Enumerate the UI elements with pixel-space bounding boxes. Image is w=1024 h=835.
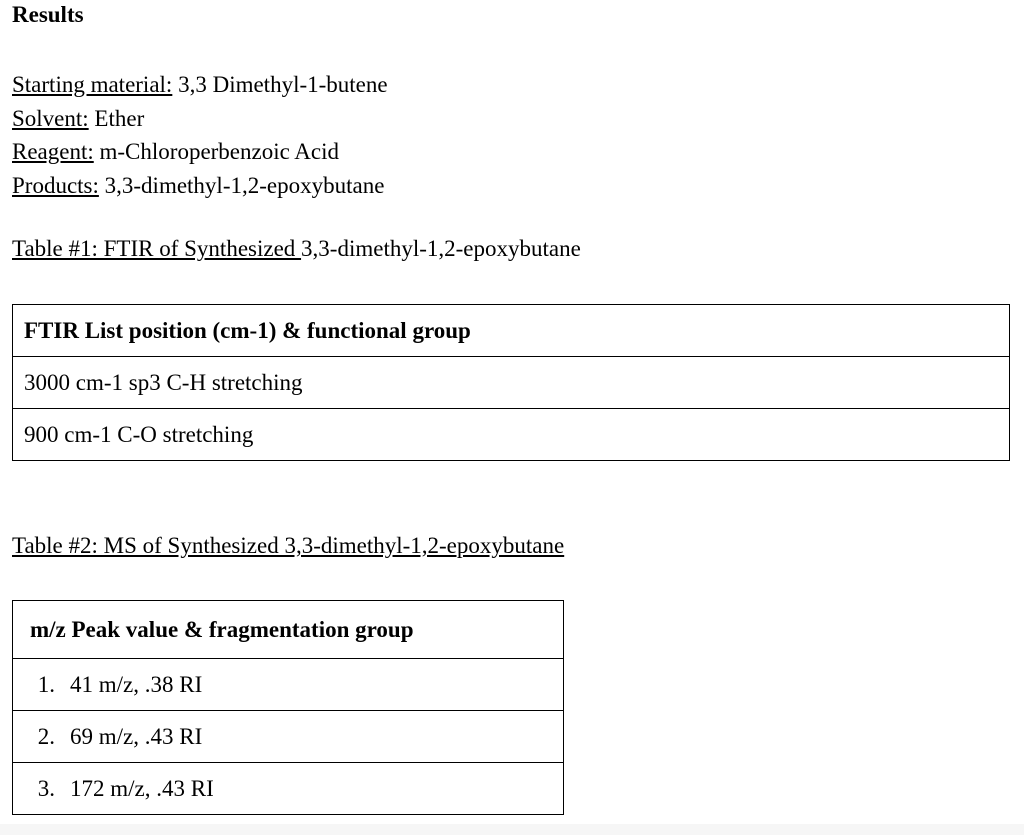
- page-bottom-strip: [0, 824, 1024, 835]
- table-row: [13, 409, 1010, 461]
- table-row: [13, 763, 564, 815]
- table-row: [13, 659, 564, 711]
- table-row: [13, 711, 564, 763]
- starting-material-value: 3,3 Dimethyl-1-butene: [172, 72, 388, 97]
- ms-cell: [13, 763, 564, 815]
- products-row: [12, 169, 388, 203]
- table1-caption-underlined: Table #1: FTIR of Synthesized: [12, 236, 302, 261]
- table-header-row: [13, 305, 1010, 357]
- experiment-details: [12, 68, 388, 202]
- reagent-row: [12, 135, 388, 169]
- starting-material-label: Starting material:: [12, 72, 173, 97]
- table-header-row: [13, 601, 564, 659]
- solvent-label: Solvent:: [12, 105, 89, 131]
- ms-cell: [13, 659, 564, 711]
- ms-header-cell: m/z Peak value & fragmentation group: [13, 601, 564, 659]
- solvent-value: Ether: [88, 105, 145, 131]
- reagent-label: Reagent:: [12, 139, 94, 165]
- table2-caption: Table #2: MS of Synthesized 3,3-dimethyl-1,2-epoxybutane: [12, 533, 565, 558]
- results-heading: Results: [12, 2, 84, 27]
- ftir-table: [12, 304, 1010, 461]
- ftir-cell: 3000 cm-1 sp3 C-H stretching: [13, 357, 1010, 409]
- ms-value: 41 m/z, .38 RI: [70, 671, 203, 697]
- starting-material-row: [12, 68, 388, 102]
- ftir-cell: 900 cm-1 C-O stretching: [13, 409, 1010, 461]
- table1-caption-rest: 3,3-dimethyl-1,2-epoxybutane: [301, 236, 581, 261]
- ms-cell: [13, 711, 564, 763]
- ms-value: 69 m/z, .43 RI: [70, 723, 203, 749]
- products-value: 3,3-dimethyl-1,2-epoxybutane: [98, 172, 385, 198]
- ms-table: [12, 600, 564, 815]
- solvent-row: [12, 102, 388, 136]
- ftir-header-cell: FTIR List position (cm-1) & functional group: [13, 305, 1010, 357]
- list-number: 2.: [37, 723, 55, 749]
- table-row: [13, 357, 1010, 409]
- list-number: 1.: [37, 671, 55, 697]
- products-label: Products:: [12, 172, 99, 198]
- list-number: 3.: [37, 775, 55, 801]
- ms-value: 172 m/z, .43 RI: [70, 775, 214, 801]
- reagent-value: m-Chloroperbenzoic Acid: [93, 139, 340, 165]
- table1-caption: [12, 236, 581, 262]
